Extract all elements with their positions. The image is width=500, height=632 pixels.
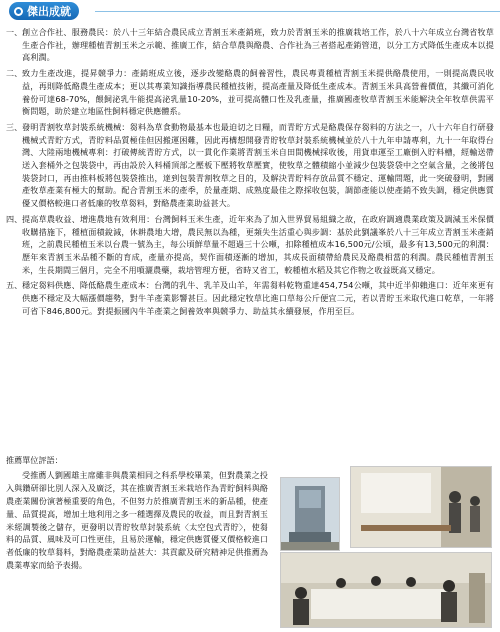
item-number: 三、 [6,121,23,132]
item-number: 一、 [6,27,23,37]
item-text: 提高草農收益、增進農地有效利用：台灣飼料玉米生產，近年來為了加入世界貿易組織之故，在政府調適農業政策及調減玉米保價收購措施下，種植面積銳減，休耕農地大增，農民無以為種，更頻失生活重心與步調：基於此劉議峯於八十三年成立青割玉米產銷班，之前農民種植玉米以台農一號為主，每公頃鮮草量不超過三十公噸，扣除種植成本16,500元/公頃，最多有13,500元的利潤：歷年來青割玉米品種不斷的育成，產量亦提高，契作面積逐漸的增加，其成長面積帶給農民及酪農相當的利潤。農民種植青割玉米，生長期間三個月，完全不用噴灑農藥，栽培管理方便，省時又省工，較種植水稻及其它作物之收益既高又穩定。 [22,213,494,275]
list-item [6,26,494,64]
item-number: 二、 [6,68,23,79]
list-item [6,121,494,210]
photo-icon [281,553,491,627]
recommendation-comment [6,454,268,572]
item-number: 五、 [6,280,23,291]
comment-label: 推薦單位評語： [6,455,63,465]
item-text: 穩定芻料供應、降低酪農生產成本：台灣的乳牛、乳羊及山羊，年需芻料乾物重達454,754公噸，其中近半仰賴進口：近年來更有供應不穩定及大幅漲價趨勢，對牛羊產業影響甚巨。因此穩定牧草比進口草每公斤便宜二元，若以青貯玉米取代進口乾草，一年將可省下846,800元。對提振國內牛羊產業之飼養效率與競爭力、助益其永續發展，作用至巨。 [22,280,494,316]
header-rule [95,11,500,12]
list-item [6,67,494,118]
photo-icon [281,478,339,550]
photo-machinery [280,477,340,551]
item-text: 創立合作社、服務農民：於八十三年結合農民成立青割玉米產銷班，致力於青割玉米的推廣栽培工作，於八十六年成立台灣省牧草生產合作社，辦理種植青割玉米之示範、推廣工作，結合草農與酪農、合作社為三者搭起產銷管道，以分工方式降低生產成本以提高利潤。 [22,27,494,63]
achievement-list [6,26,494,320]
section-header [0,0,500,22]
section-title: 傑出成就 [27,5,71,18]
item-text: 致力生產改進，提昇競爭力：產銷班成立後，逐步改變酪農的飼養習性，農民專責種植青割玉米提供酪農使用，一則提高農民收益，再則降低酪農生產成本；更以其專業知識指導農民種植技術，提高產量及降低生產成本。青割玉米具高營養價值，其纖可消化養份可達68-70%，餵飼泌乳牛能提高泌乳量10-20%，並可提高體口性及乳產量，推廣國產牧草青割玉米能解決全年牧草供需平衡問題，助於建立地區性飼料穩定供應體系。 [22,68,494,117]
photo-meeting [350,466,492,548]
bullet-icon [14,7,23,16]
list-item [6,213,494,277]
list-item [6,279,494,317]
photo-icon [351,467,491,547]
item-number: 四、 [6,213,23,224]
item-text: 發明青割牧草封裝系統機械：芻料為草食動物最基本也最迫切之日糧，而青貯方式是酪農保存芻料的方法之一，八十六年自行研發機械式青貯方式，青貯料品質極佳但因搬運困難，因此再構想開發青貯牧草封裝系統機械並於八十九年申請專利，九十一年取得台灣、大陸兩地機械專利：打破傳統青貯方式，以一貫化作業將青割玉米自田間機械採收後，用貨車運至工廠倒入貯料槽，經輸送帶送入套桶外之包裝袋中，再由設於入料桶頂部之壓板下壓將牧草壓實，使牧草之體積縮小並減少包裝袋袋中之空氣含量，之後將包裝袋封口，再由推料板將包裝袋推出，達到包裝青割牧草之目的，及解決青貯料存放品質不穩定、運輸問題，此一突破發明，對國產牧草產業有極大的幫助。配合青割玉米的產季，於量產期、成熟度最佳之際採收包裝，調節產能以使產銷不致失調，穩定供應質優又價格較進口者低廉的牧草芻料，對酪農產業助益甚大。 [22,121,494,209]
section-title-tab [9,2,79,20]
photo-visit [280,552,492,628]
comment-text: 受推薦人劉國雄主席雖非與農業相同之科系學校畢業，但對農業之投入與鑽研卻比別人深入及廣泛，其在推廣青割玉米栽培作為青貯飼料與酪農產業關份演著極重要的角色，不但努力於推廣青割玉米的新品種，使產量、品質提高，增加土地利用之多一種選擇及農民的收益，而且對青割玉米經調製後之儲存，更發明以青貯牧草封裝系統〈太空包式青貯〉，使芻料的品質、風味及可口性更佳，且易於運輸，穩定供應質優又價格較進口者低廉的牧草芻料，對酪農產業助益甚大：其貢獻及研究精神足供推薦為農業專家而給予表揚。 [6,469,268,571]
